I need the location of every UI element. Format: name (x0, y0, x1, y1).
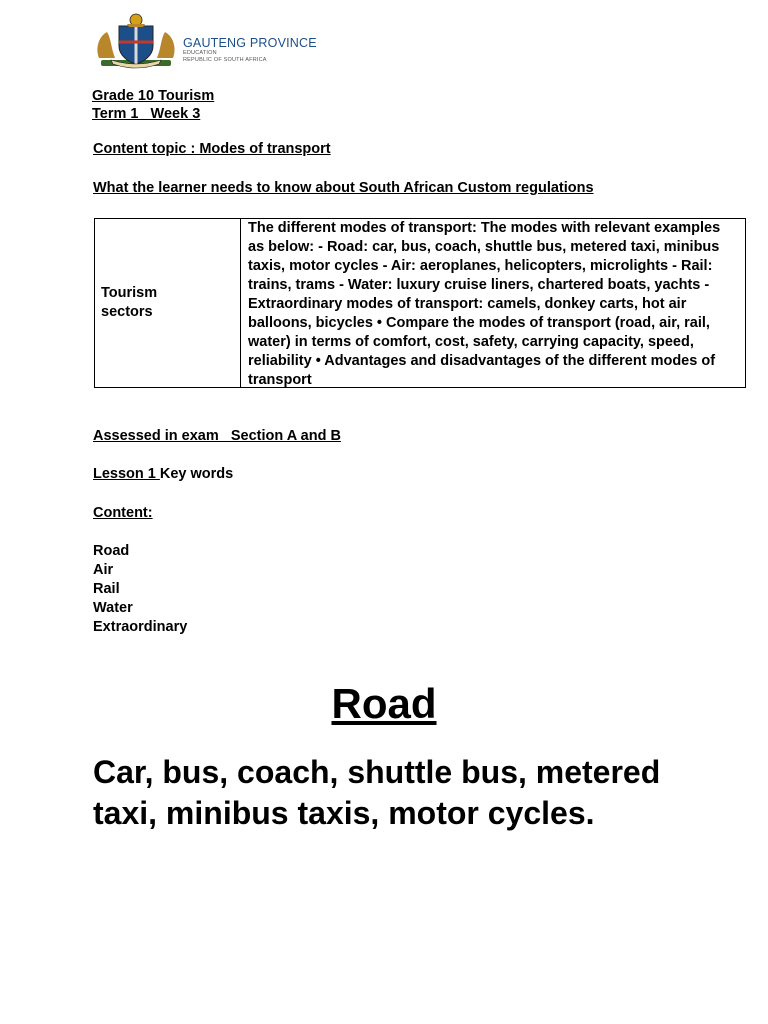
road-examples: Car, bus, coach, shuttle bus, metered taxi, minibus taxis, motor cycles. (93, 754, 661, 831)
logo-line-2: REPUBLIC OF SOUTH AFRICA (183, 57, 267, 63)
list-item: Water (93, 600, 133, 616)
table-right-cell: The different modes of transport: The modes with relevant examples as below: - Road: car, bus, coach, shuttle bus, metered taxi, minibus taxis, motor cycles - Air: aeroplanes, helicopters, microlights - Rail: trains, trams - Water: luxury cruise liners, chartered boats, yachts - Extraordinary modes of transport: camels, donkey carts, hot air balloons, bicycles • Compare the modes of transport (road, air, rail, water) in terms of comfort, cost, safety, carrying capacity, speed, reliability • Advantages and disadvantages of the different modes of transport (248, 220, 721, 388)
logo-name: GAUTENG PROVINCE (183, 36, 317, 50)
gauteng-logo (93, 12, 317, 72)
coat-of-arms-icon (93, 12, 179, 70)
curriculum-table (94, 218, 746, 388)
list-item: Air (93, 562, 114, 578)
list-item: Extraordinary (93, 619, 188, 635)
lesson-label: Lesson 1 (93, 466, 160, 482)
content-label: Content: (93, 505, 153, 521)
list-item: Road (93, 543, 130, 559)
content-topic: Content topic : Modes of transport (93, 141, 331, 157)
grade-title: Grade 10 Tourism (92, 88, 215, 104)
list-item: Rail (93, 581, 120, 597)
lesson-heading (93, 465, 233, 484)
assessed-in-exam: Assessed in exam Section A and B (93, 428, 341, 444)
content-list (93, 542, 187, 637)
learner-needs-heading: What the learner needs to know about South African Custom regulations (93, 180, 594, 196)
road-heading: Road (331, 680, 437, 727)
tourism-sectors-label: Tourism sectors (101, 285, 158, 320)
term-week: Term 1 Week 3 (92, 106, 201, 122)
logo-line-1: EDUCATION (183, 50, 217, 56)
lesson-title: Key words (159, 466, 234, 482)
table-left-cell (95, 219, 241, 387)
